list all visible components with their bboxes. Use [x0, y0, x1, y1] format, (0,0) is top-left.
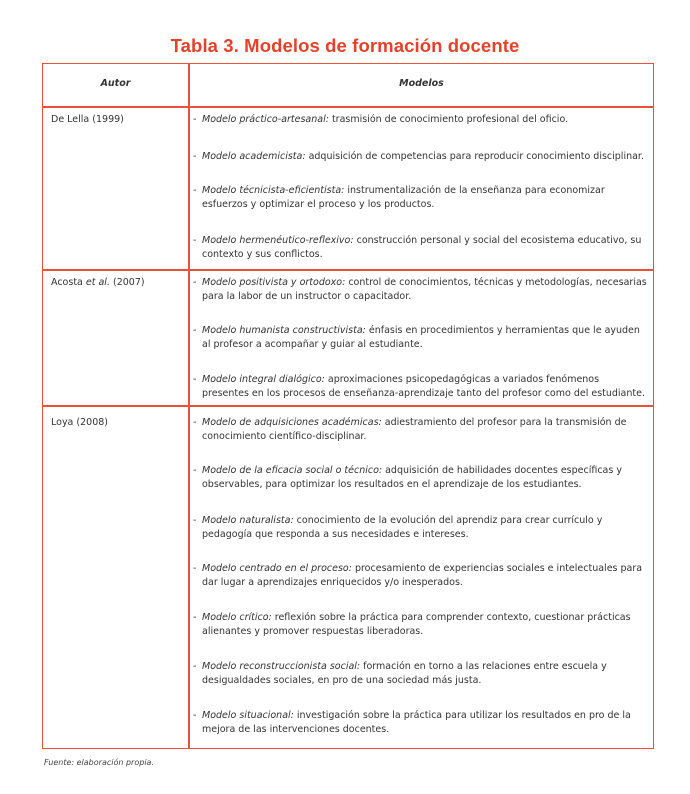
bullet-dash: - [193, 417, 197, 428]
model-name: Modelo de la eficacia social o técnico: [202, 465, 383, 476]
author-cell: Loya (2008) [51, 417, 108, 428]
model-description: aproximaciones psicopedagógicas a variados fenómenos presentes en los procesos de enseñanza-aprendizaje tanto del profesor como del estudiante. [202, 374, 645, 399]
model-name: Modelo integral dialógico: [202, 374, 325, 385]
bullet-dash: - [193, 235, 197, 246]
model-name: Modelo hermenéutico-reflexivo: [202, 235, 354, 246]
model-item [193, 234, 648, 262]
model-description: procesamiento de experiencias sociales e intelectuales para dar lugar a aprendizajes enriquecidos y/o inesperados. [202, 563, 643, 588]
bullet-dash: - [193, 374, 197, 385]
model-item [193, 150, 648, 164]
header-divider [43, 106, 653, 108]
model-item [193, 464, 648, 492]
model-item [193, 373, 648, 401]
author-etal: et al. [85, 277, 110, 288]
model-description: control de conocimientos, técnicas y metodologías, necesarias para la labor de un instructor o capacitador. [202, 277, 647, 302]
bullet-dash: - [193, 151, 197, 162]
author-cell [51, 277, 145, 288]
model-name: Modelo situacional: [202, 710, 294, 721]
model-name: Modelo humanista constructivista: [202, 325, 366, 336]
model-description: adiestramiento del profesor para la transmisión de conocimiento científico-disciplinar. [202, 417, 627, 442]
bullet-dash: - [193, 325, 197, 336]
bullet-dash: - [193, 661, 197, 672]
model-item [193, 324, 648, 352]
bullet-dash: - [193, 277, 197, 288]
model-name: Modelo crítico: [202, 612, 272, 623]
model-description: trasmisión de conocimiento profesional del oficio. [328, 114, 569, 125]
models-table [42, 63, 654, 749]
model-description: construcción personal y social del ecosistema educativo, su contexto y sus conflictos. [202, 235, 642, 260]
model-name: Modelo centrado en el proceso: [202, 563, 352, 574]
model-description: conocimiento de la evolución del aprendiz para crear currículo y pedagogía que responda a sus necesidades e intereses. [202, 515, 603, 540]
model-name: Modelo positivista y ortodoxo: [202, 277, 346, 288]
header-author: Autor [100, 78, 131, 89]
author-name: Acosta [51, 277, 86, 288]
row-divider [43, 405, 653, 407]
model-item [193, 611, 648, 639]
model-name: Modelo práctico-artesanal: [202, 114, 329, 125]
table-title: Tabla 3. Modelos de formación docente [170, 35, 520, 56]
model-item [193, 562, 648, 590]
model-item [193, 416, 648, 444]
model-name: Modelo reconstruccionista social: [202, 661, 361, 672]
header-models: Modelos [399, 78, 444, 89]
model-description: instrumentalización de la enseñanza para economizar esfuerzos y optimizar el proceso y los productos. [202, 185, 605, 210]
model-item [193, 660, 648, 688]
source-note: Fuente: elaboración propia. [44, 758, 154, 767]
bullet-dash: - [193, 185, 197, 196]
model-item [193, 113, 648, 127]
model-name: Modelo naturalista: [202, 515, 294, 526]
model-item [193, 709, 648, 737]
row-divider [43, 269, 653, 271]
model-description: énfasis en procedimientos y herramientas que le ayuden al profesor a acompañar y guiar al estudiante. [202, 325, 640, 350]
bullet-dash: - [193, 114, 197, 125]
bullet-dash: - [193, 710, 197, 721]
model-item [193, 514, 648, 542]
bullet-dash: - [193, 465, 197, 476]
author-year: (2007) [109, 277, 145, 288]
model-name: Modelo de adquisiciones académicas: [202, 417, 382, 428]
model-description: adquisición de habilidades docentes específicas y observables, para optimizar los resultados en el aprendizaje de los estudiantes. [202, 465, 622, 490]
model-item [193, 184, 648, 212]
model-description: investigación sobre la práctica para utilizar los resultados en pro de la mejora de las intervenciones docentes. [202, 710, 631, 735]
author-cell: De Lella (1999) [51, 114, 124, 125]
model-description: adquisición de competencias para reproducir conocimiento disciplinar. [305, 151, 644, 162]
bullet-dash: - [193, 563, 197, 574]
model-item [193, 276, 648, 304]
bullet-dash: - [193, 612, 197, 623]
model-description: reflexión sobre la práctica para comprender contexto, cuestionar prácticas alienantes y promover respuestas liberadoras. [202, 612, 631, 637]
model-description: formación en torno a las relaciones entre escuela y desigualdades sociales, en pro de una sociedad más justa. [202, 661, 607, 686]
bullet-dash: - [193, 515, 197, 526]
model-name: Modelo academicista: [202, 151, 306, 162]
model-name: Modelo técnicista-eficientista: [202, 185, 345, 196]
